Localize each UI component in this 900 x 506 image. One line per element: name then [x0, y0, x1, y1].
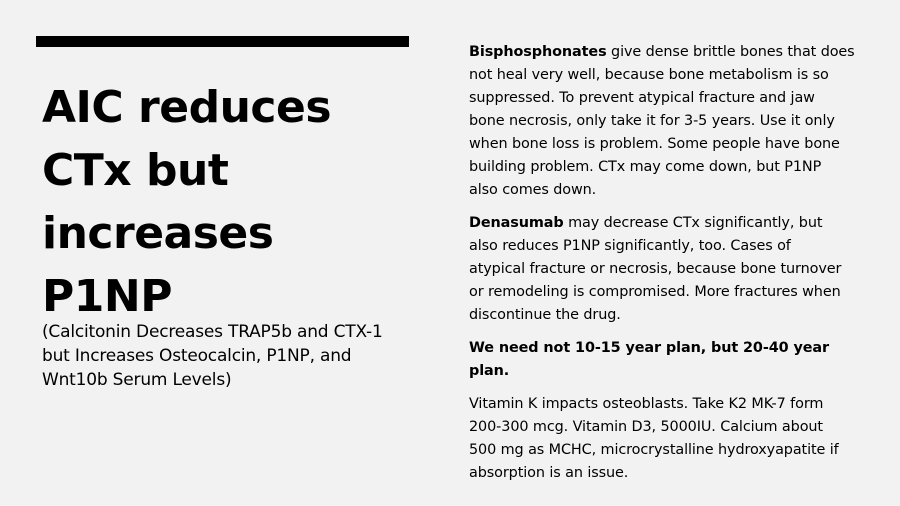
- title-accent-bar: [36, 36, 409, 47]
- paragraph-line: [469, 212, 889, 235]
- paragraph-line: absorption is an issue.: [469, 465, 629, 481]
- paragraph-line: not heal very well, because bone metabolism is so: [469, 67, 829, 83]
- headline-line: CTx but: [42, 145, 229, 196]
- vitamin-paragraph: [469, 393, 889, 485]
- paragraph-text: give dense brittle bones that does: [606, 44, 855, 60]
- paragraph-line: 200-300 mcg. Vitamin D3, 5000IU. Calcium about: [469, 419, 823, 435]
- bisphosphonates-paragraph: [469, 41, 889, 202]
- paragraph-line: or remodeling is compromised. More fractures when: [469, 284, 841, 300]
- headline-line: AIC reduces: [42, 82, 332, 133]
- headline-line: P1NP: [42, 271, 172, 322]
- paragraph-line: 500 mg as MCHC, microcrystalline hydroxyapatite if: [469, 442, 839, 458]
- denasumab-term: Denasumab: [469, 215, 564, 231]
- subhead-line: but Increases Osteocalcin, P1NP, and: [42, 346, 352, 366]
- paragraph-line: also comes down.: [469, 182, 597, 198]
- paragraph-line: Vitamin K impacts osteoblasts. Take K2 MK-7 form: [469, 396, 824, 412]
- bisphosphonates-term: Bisphosphonates: [469, 44, 607, 60]
- paragraph-line: atypical fracture or necrosis, because bone turnover: [469, 261, 842, 277]
- paragraph-line: bone necrosis, only take it for 3-5 years. Use it only: [469, 113, 835, 129]
- plan-paragraph: [469, 337, 889, 383]
- subhead-line: (Calcitonin Decreases TRAP5b and CTX-1: [42, 322, 383, 342]
- denasumab-paragraph: [469, 212, 889, 327]
- body-text-column: [469, 41, 889, 495]
- paragraph-line: plan.: [469, 363, 510, 379]
- paragraph-line: when bone loss is problem. Some people have bone: [469, 136, 840, 152]
- paragraph-line: suppressed. To prevent atypical fracture and jaw: [469, 90, 815, 106]
- subhead-line: Wnt10b Serum Levels): [42, 370, 232, 390]
- paragraph-line: building problem. CTx may come down, but P1NP: [469, 159, 822, 175]
- paragraph-line: discontinue the drug.: [469, 307, 621, 323]
- paragraph-line: [469, 41, 889, 64]
- paragraph-line: also reduces P1NP significantly, too. Cases of: [469, 238, 791, 254]
- paragraph-line: We need not 10-15 year plan, but 20-40 year: [469, 340, 830, 356]
- slide-subheading: [42, 320, 432, 392]
- paragraph-text: may decrease CTx significantly, but: [563, 215, 823, 231]
- headline-line: increases: [42, 208, 274, 259]
- slide-headline: [42, 76, 432, 328]
